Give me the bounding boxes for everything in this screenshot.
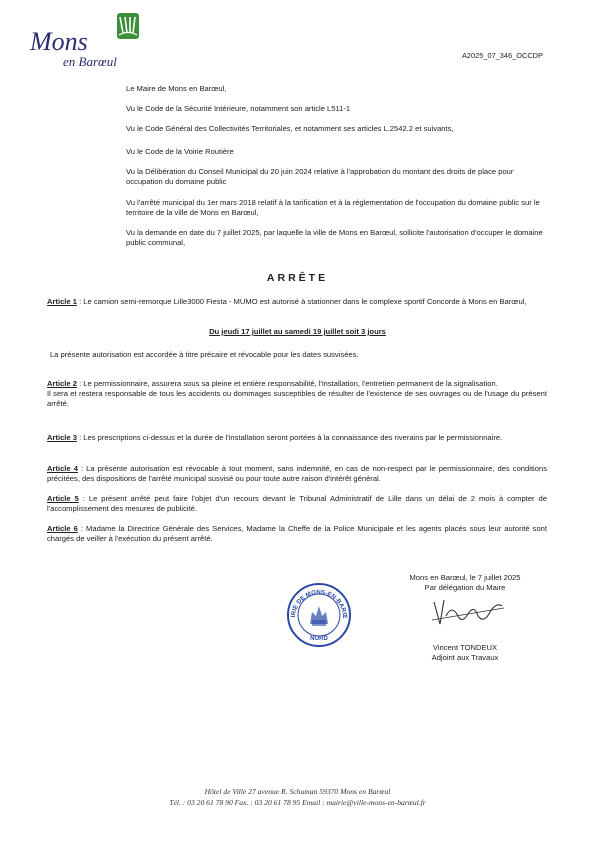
- article-2: [47, 379, 547, 409]
- article-3-label: Article 3: [47, 433, 77, 442]
- article-1-text: : Le camion semi-remorque Lille3000 Fiesta - MUMO est autorisé à stationner dans le complexe sportif Concorde à Mons en Barœul,: [76, 297, 527, 306]
- article-1-label: Article 1: [47, 297, 77, 306]
- article-3: [47, 433, 547, 443]
- preamble-line: Vu le Code Général des Collectivités Territoriales, et notamment ses articles L.2542.2 et suivants,: [126, 124, 454, 133]
- article-4-label: Article 4: [47, 464, 78, 473]
- logo: [30, 10, 140, 72]
- signature-place-date: Mons en Barœul, le 7 juillet 2025: [409, 573, 521, 582]
- article-2-text-2: Il sera et restera responsable de tous les accidents ou dommages susceptibles de résulter de l'existence de ses ouvrages ou de l'usage du présent arrêté.: [47, 389, 547, 408]
- document-reference: A2025_07_346_OCCDP: [462, 51, 543, 60]
- article-2-label: Article 2: [47, 379, 77, 388]
- article-4-text: : La présente autorisation est révocable à tout moment, sans indemnité, en cas de non-respect par le permissionnaire, des conditions précitées, des dispositions de l'arrêté municipal susvisé ou pour toute autre raison d'intérêt général.: [47, 464, 547, 483]
- preamble-line: Vu la demande en date du 7 juillet 2025, par laquelle la ville de Mons en Barœul, sollicite l'autorisation d'occuper le domaine public communal,: [126, 228, 543, 247]
- article-6: [47, 524, 547, 544]
- article-3-text: : Les prescriptions ci-dessus et la durée de l'installation seront portées à la connaissance des riverains par le permissionnaire.: [76, 433, 503, 442]
- decree-title: ARRÊTE: [266, 272, 329, 284]
- logo-subtitle: en Barœul: [63, 54, 117, 69]
- preamble-line: Le Maire de Mons en Barœul,: [126, 84, 227, 93]
- preamble-line: Vu la Délibération du Conseil Municipal du 20 juin 2024 relative à l'approbation du montant des droits de place pour occupation du domaine public: [126, 167, 514, 186]
- logo-emblem-icon: [117, 13, 139, 39]
- logo-name: Mons: [30, 27, 88, 56]
- footer-address: Hôtel de Ville 27 avenue R. Schuman 59370 Mons en Barœul: [204, 787, 391, 796]
- article-6-label: Article 6: [47, 524, 78, 533]
- official-seal-icon: [286, 582, 352, 648]
- signatory-name: Vincent TONDEUX: [432, 643, 498, 652]
- article-5-label: Article 5: [47, 494, 79, 503]
- signature-delegation: Par délégation du Maire: [424, 583, 506, 592]
- preamble-line: Vu le Code de la Voirie Routière: [126, 147, 234, 156]
- article-1-dates: [0, 327, 595, 336]
- article-4: [47, 464, 547, 484]
- footer-contact: Tél. : 03 20 61 78 90 Fax. : 03 20 61 78 95 Email : mairie@ville-mons-en-barœul.fr: [169, 798, 426, 807]
- seal-bottom-text: NORD: [310, 636, 328, 642]
- signatory-role: Adjoint aux Travaux: [431, 653, 499, 662]
- seal-top-text: IRIE DE MONS-EN-BARŒ: [289, 588, 349, 620]
- article-2-text: : Le permissionnaire, assurera sous sa pleine et entière responsabilité, l'installation, l'entretien permanent de la signalisation.: [76, 379, 498, 388]
- article-1-note: La présente autorisation est accordée à titre précaire et révocable pour les dates susvisées.: [50, 350, 359, 359]
- preamble-line: Vu le Code de la Sécurité Intérieure, notamment son article L511-1: [126, 104, 351, 113]
- article-6-text: : Madame la Directrice Générale des Services, Madame la Cheffe de la Police Municipale et les agents placés sous leur autorité sont chargés de veiller à l'exécution du présent arrêté.: [47, 524, 547, 543]
- dates-text: Du jeudi 17 juillet au samedi 19 juillet soit 3 jours: [209, 327, 386, 336]
- article-5-text: : Le présent arrêté peut faire l'objet d'un recours devant le Tribunal Administratif de Lille dans un délai de 2 mois à compter de l'accomplissement des mesures de publicité.: [47, 494, 547, 513]
- preamble-line: Vu l'arrêté municipal du 1er mars 2018 relatif à la tarification et à la réglementation de l'occupation du domaine public sur le territoire de la ville de Mons en Barœul,: [126, 198, 540, 217]
- article-5: [47, 494, 547, 514]
- handwritten-signature-icon: [428, 594, 508, 630]
- article-1: [47, 297, 547, 307]
